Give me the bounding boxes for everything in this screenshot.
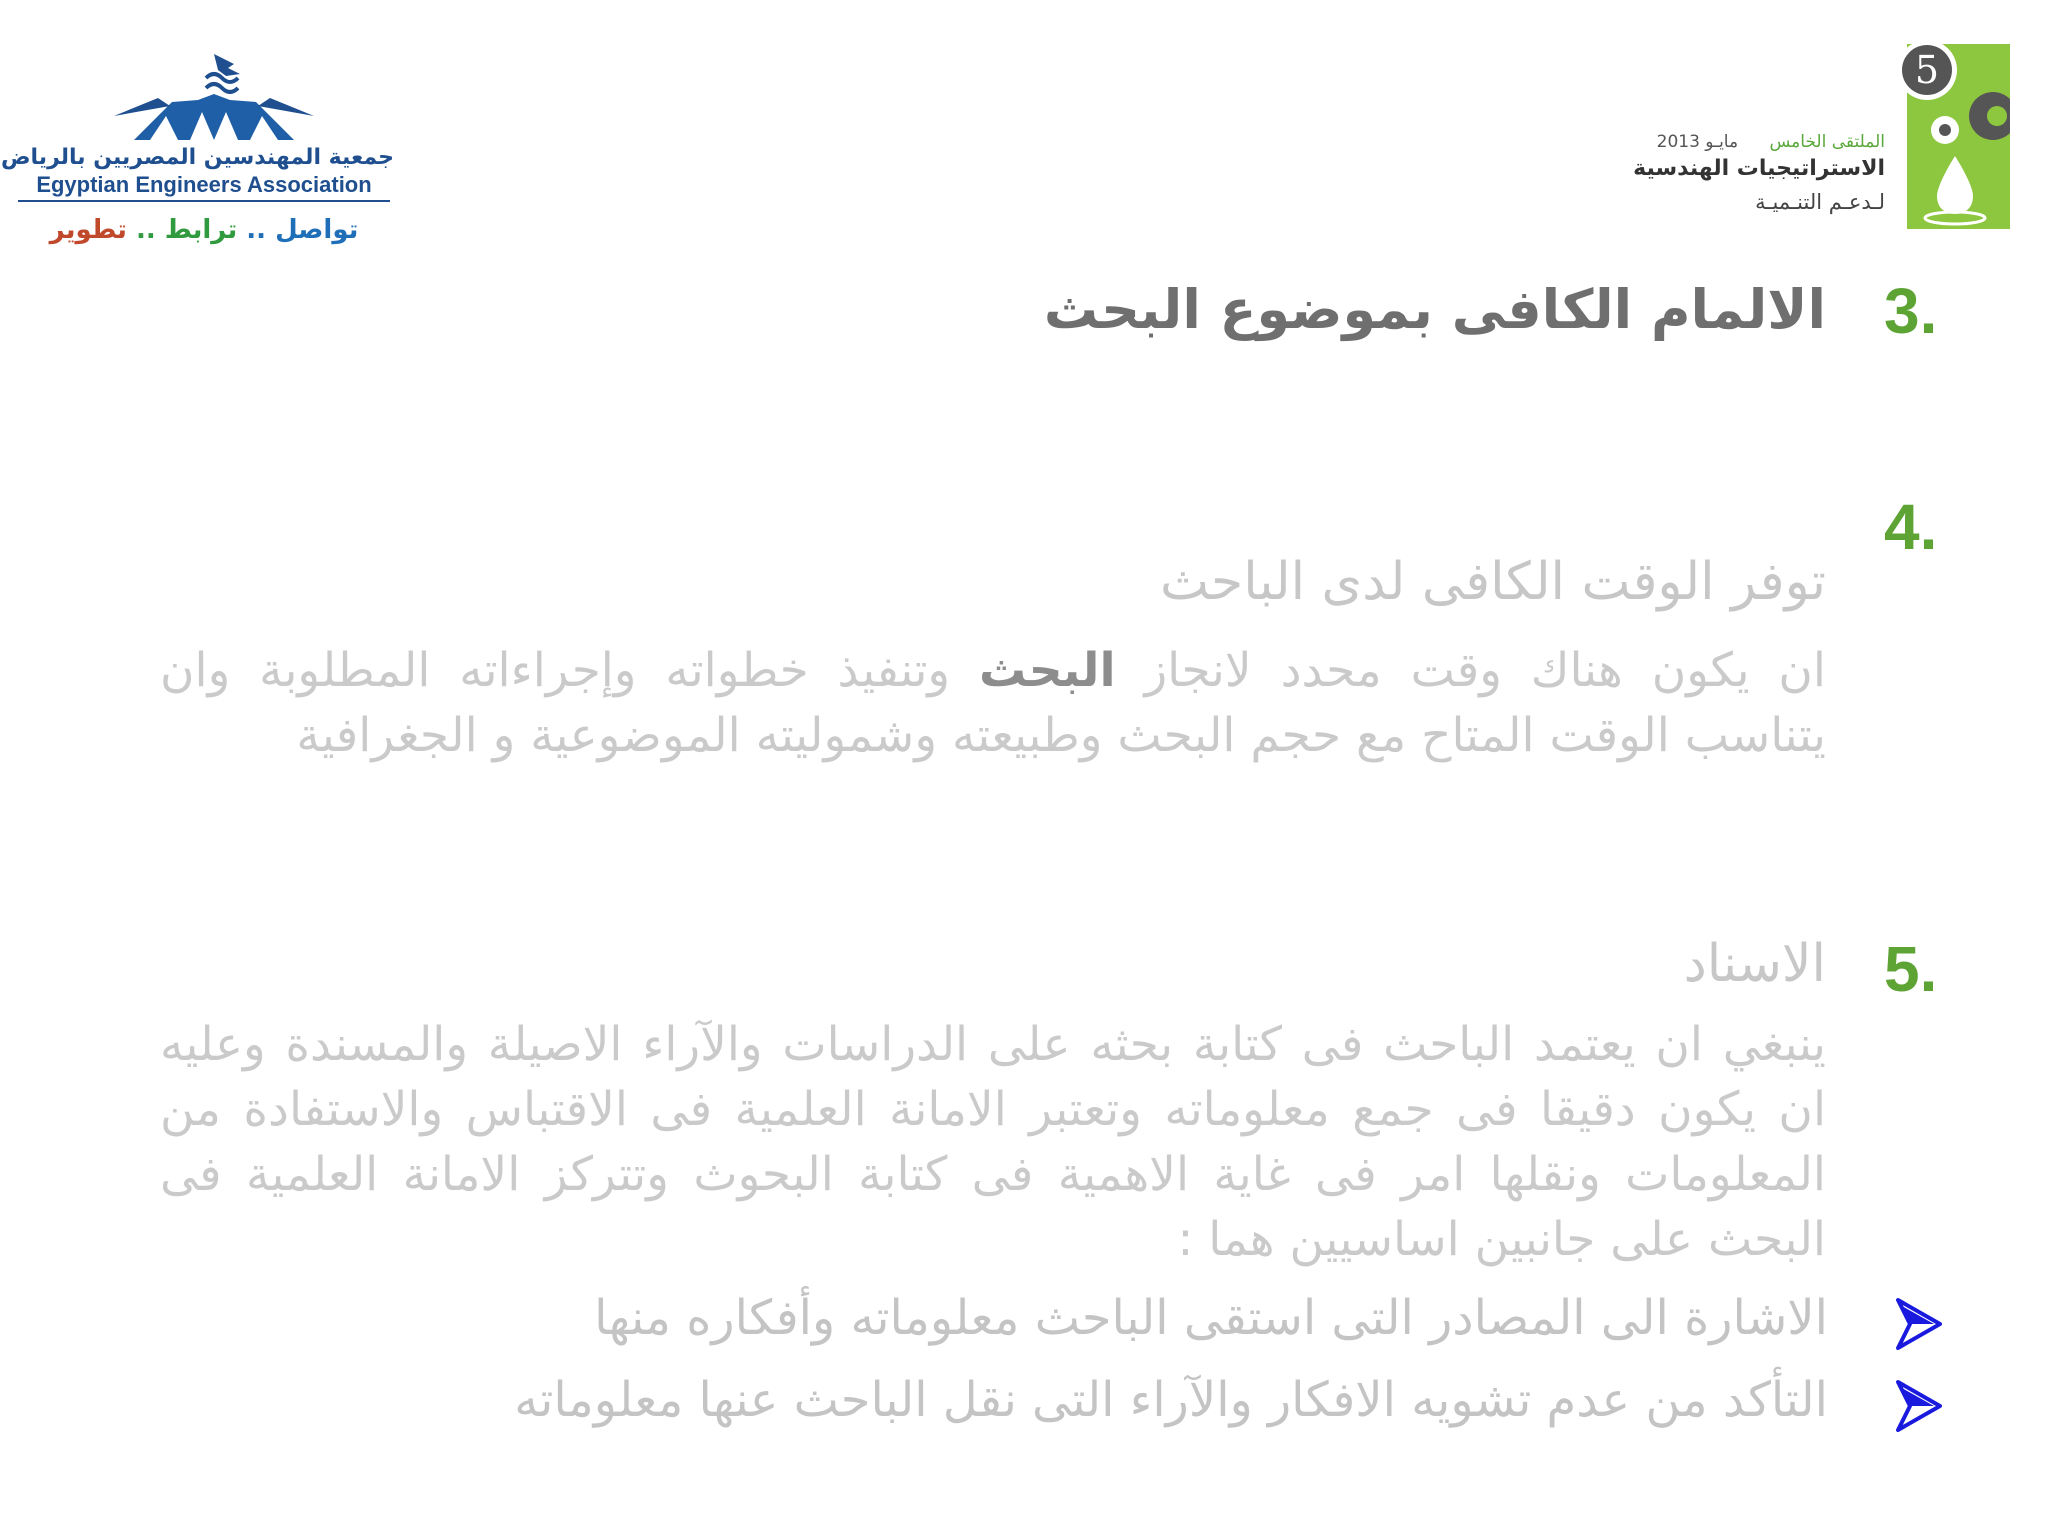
section-4-body-end: وتنفيذ خطواته وإجراءاته المطلوبة وان يتناسب الوقت المتاح مع حجم البحث وطبيعته وشموليته الموضوعية و الجغرافية [160, 643, 1826, 763]
conference-edition: الملتقى الخامس [1769, 132, 1885, 152]
bullet-text: الاشارة الى المصادر التى استقى الباحث معلوماته وأفكاره منها [594, 1290, 1828, 1346]
conference-text [1625, 132, 1885, 214]
conference-subtitle: لـدعـم التنـميـة [1755, 190, 1885, 214]
conference-title: الاستراتيجيات الهندسية [1633, 156, 1885, 181]
tagline-word-3: تطوير [49, 215, 127, 245]
tagline-word-1: تواصل .. [246, 215, 359, 245]
section-4-number: 4. [1884, 491, 1938, 563]
bullet-text: التأكد من عدم تشويه الافكار والآراء التى نقل الباحث عنها معلوماته [514, 1372, 1828, 1428]
association-arabic-name: جمعية المهندسين المصريين بالرياض [0, 145, 394, 170]
association-logo [0, 50, 394, 260]
logo-divider [18, 200, 390, 202]
conference-date: مايـو 2013 [1656, 132, 1739, 152]
svg-text:5: 5 [1914, 48, 1940, 92]
bullet-item [300, 1290, 2000, 1360]
section-3-number: 3. [1884, 275, 1938, 347]
section-5-body: ينبغي ان يعتمد الباحث فى كتابة بحثه على الدراسات والآراء الاصيلة والمسندة وعليه ان يكون دقيقا فى جمع معلوماته وتعتبر الامانة العلمية فى الاقتباس والاستفادة من المعلومات ونقلها امر فى غاية الاهمية فى كتابة البحوث وتتركز الامانة العلمية فى البحث على جانبين اساسيين هما : [160, 1017, 1826, 1267]
section-4-body-start: ان يكون هناك وقت محدد لانجاز [1115, 643, 1826, 698]
section-4-title: توفر الوقت الكافى لدى الباحث [1160, 552, 1826, 612]
arrow-bullet-icon [1894, 1378, 1942, 1434]
bullet-item [300, 1372, 2000, 1442]
eagle-pyramids-icon [94, 50, 334, 150]
conference-logo [1633, 36, 2010, 236]
conference-edition-line [1625, 132, 1885, 156]
section-4-body [160, 638, 1826, 768]
conference-gear-drop-icon [1895, 36, 2010, 229]
tagline-word-2: ترابط .. [135, 215, 238, 245]
association-english-name: Egyptian Engineers Association [36, 172, 372, 197]
arrow-bullet-icon [1894, 1296, 1942, 1352]
section-3-title: الالمام الكافى بموضوع البحث [1043, 278, 1826, 341]
section-4-body-emphasis: البحث [978, 643, 1116, 698]
section-5-title: الاسناد [1683, 934, 1826, 994]
section-5-number: 5. [1884, 933, 1938, 1005]
association-tagline [14, 215, 394, 245]
